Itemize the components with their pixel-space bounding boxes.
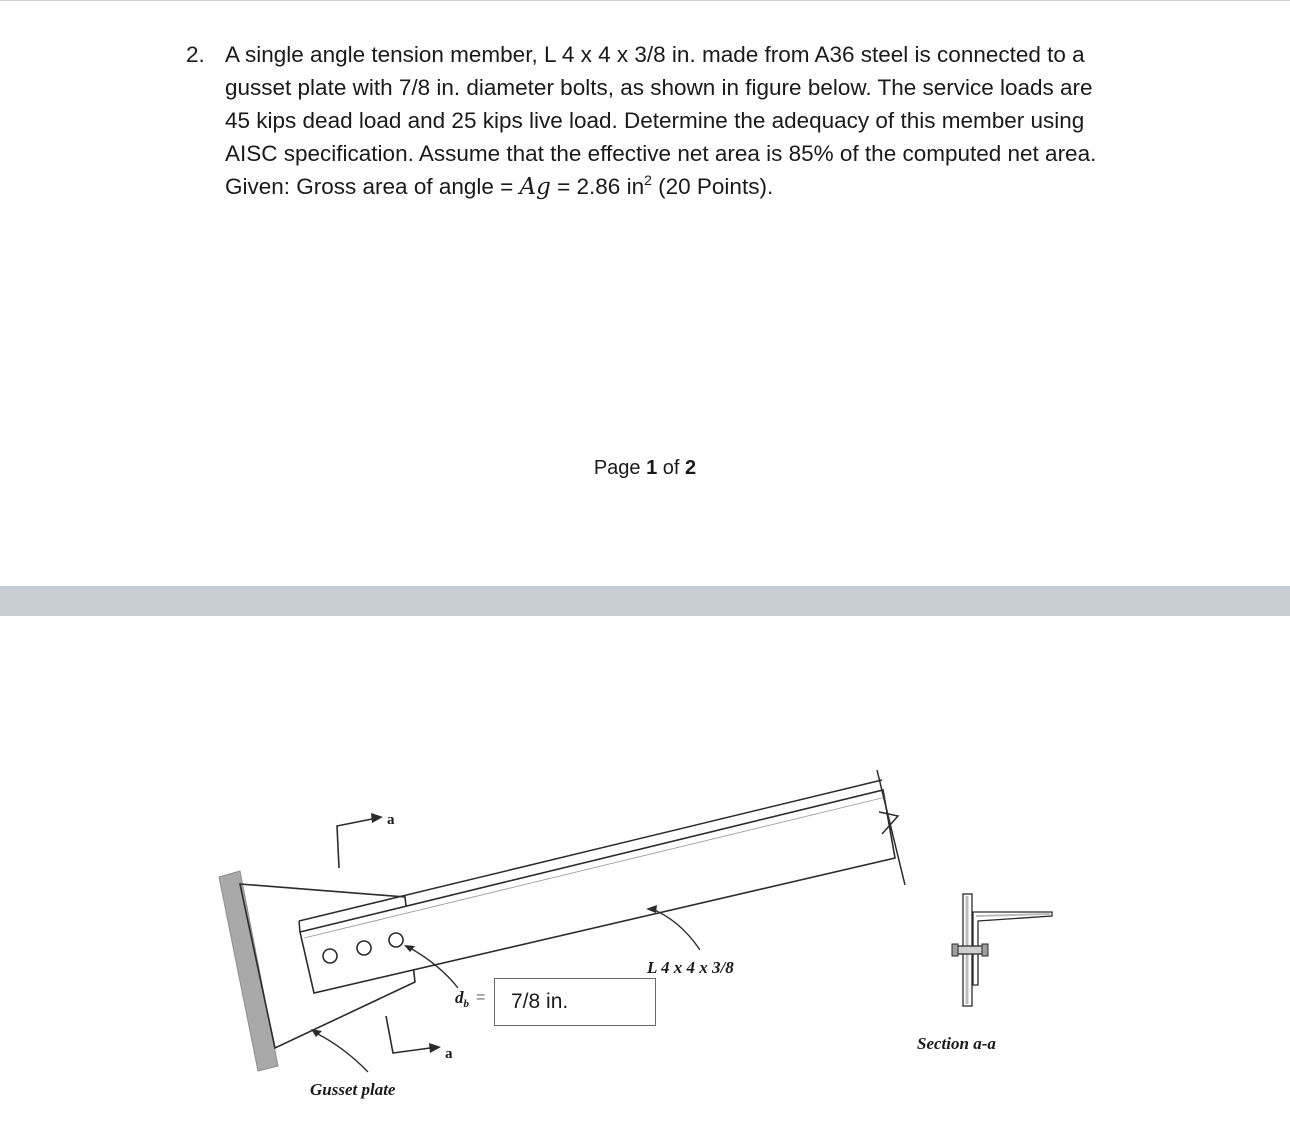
page-total: 2	[685, 457, 697, 479]
question-text	[225, 38, 1185, 204]
page-current: 1	[646, 457, 658, 479]
gusset-label-leader	[316, 1033, 368, 1072]
top-rule	[0, 0, 1290, 1]
page-word: Page	[593, 457, 647, 479]
db-subscript: b	[463, 998, 469, 1010]
bolt-hole	[323, 949, 337, 963]
support-wall	[219, 871, 278, 1071]
question-line: 45 kips dead load and 25 kips live load. Determine the adequacy of this member using	[225, 108, 1085, 133]
section-marker-top	[337, 819, 372, 868]
given-prefix: Given: Gross area of angle =	[225, 174, 520, 199]
section-marker-label: a	[445, 1046, 453, 1062]
bolt-diameter-value-box: 7/8 in.	[494, 978, 656, 1026]
section-bolt-nut	[982, 944, 988, 956]
angle-leg-edge	[299, 921, 300, 932]
angle-size-label: L 4 x 4 x 3/8	[647, 958, 734, 977]
question-line: AISC specification. Assume that the effective net area is 85% of the computed net area.	[225, 141, 1097, 166]
angle-label-leader	[650, 908, 700, 950]
given-exponent: 2	[644, 171, 652, 188]
section-label: Section a-a	[917, 1034, 996, 1053]
section-bolt-head	[952, 944, 958, 956]
page-number	[0, 457, 1290, 480]
section-marker-label: a	[387, 812, 395, 828]
section-marker-bottom	[386, 1016, 430, 1053]
db-equals: =	[476, 989, 486, 1006]
page-break-gap	[0, 586, 1290, 616]
given-line	[225, 170, 1185, 204]
connection-figure	[0, 616, 1290, 1123]
question-line: A single angle tension member, L 4 x 4 x 3/8 in. made from A36 steel is connected to a	[225, 42, 1085, 67]
gusset-plate-label: Gusset plate	[310, 1080, 396, 1099]
question-number: 2.	[186, 42, 205, 67]
bolt-hole	[357, 941, 371, 955]
given-suffix: (20 Points).	[651, 174, 774, 199]
of-word: of	[657, 457, 686, 479]
given-value: = 2.86 in	[550, 174, 645, 199]
bolt-hole	[389, 933, 403, 947]
db-symbol: d	[455, 988, 464, 1007]
given-symbol: Ag	[519, 174, 551, 200]
question-line: gusset plate with 7/8 in. diameter bolts, as shown in figure below. The service loads are	[225, 75, 1093, 100]
section-arrowhead	[429, 1043, 441, 1053]
section-arrowhead	[371, 813, 383, 823]
bolt-diameter-symbol	[455, 988, 470, 1010]
